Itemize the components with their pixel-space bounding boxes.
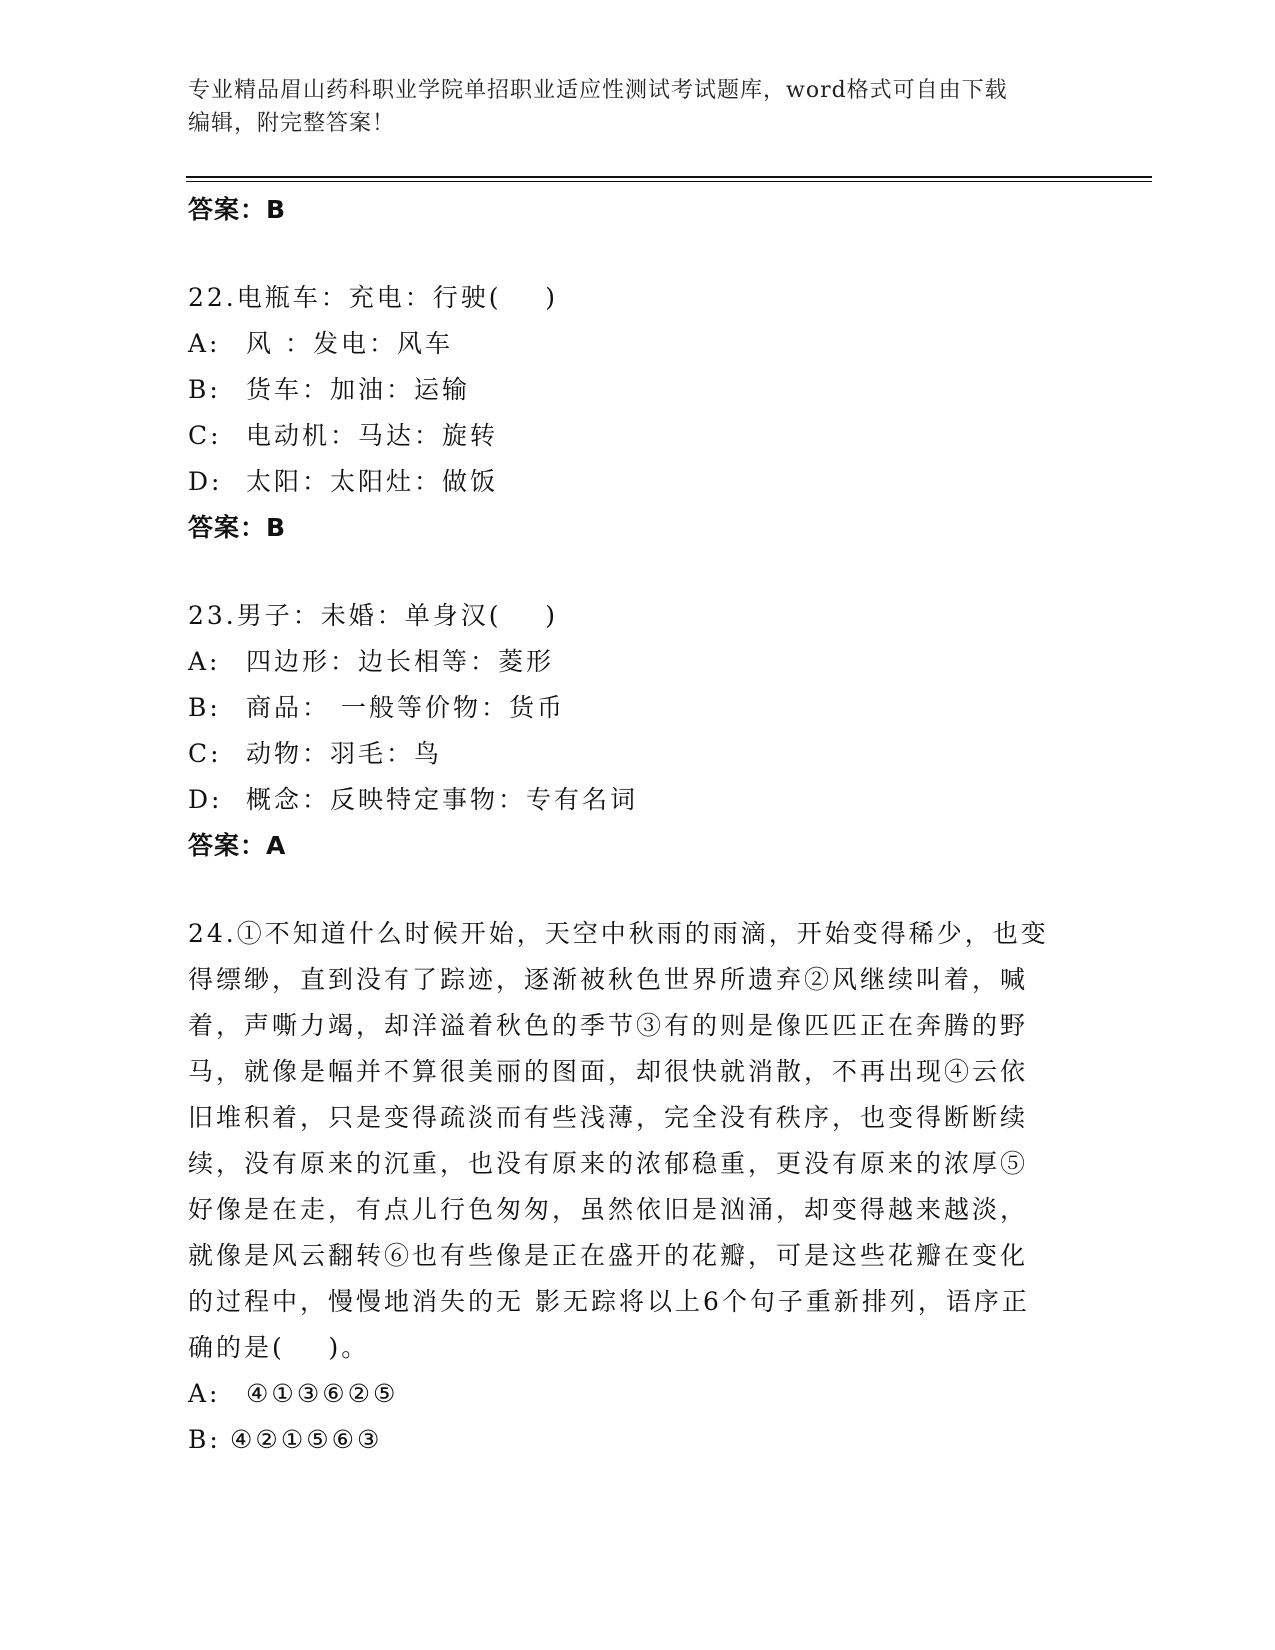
option-text: 货车：加油：运输 [246, 375, 471, 404]
question-23-option-b [188, 685, 1088, 731]
question-23-answer: 答案：A [188, 831, 287, 860]
question-22-option-c [188, 413, 1088, 459]
question-23 [188, 593, 1088, 869]
header-line-2: 编辑，附完整答案！ [188, 111, 396, 136]
option-text: 四边形：边长相等：菱形 [246, 647, 555, 676]
option-letter: C: [188, 421, 222, 450]
option-letter: C: [188, 739, 222, 768]
question-24-stem [188, 911, 1068, 1371]
question-22-option-b [188, 367, 1088, 413]
option-text: 动物：羽毛：鸟 [246, 739, 443, 768]
stem-line: 着，声嘶力竭，却洋溢着秋色的季节③有的则是像匹匹正在奔腾的野 [188, 1011, 1029, 1040]
stem-line: 的过程中，慢慢地消失的无 影无踪将以上6个句子重新排列，语序正 [188, 1287, 1030, 1316]
option-letter: B: [188, 1425, 221, 1454]
option-letter: D: [188, 785, 223, 814]
option-text: ④②①⑤⑥③ [230, 1425, 383, 1454]
question-24-option-b [188, 1417, 1088, 1463]
stem-line: 确的是( )。 [188, 1333, 370, 1362]
content [188, 187, 1088, 1463]
question-22-option-a [188, 321, 1088, 367]
option-letter: B: [188, 375, 221, 404]
stem-line: 旧堆积着，只是变得疏淡而有些浅薄，完全没有秩序，也变得断断续 [188, 1103, 1029, 1132]
stem-line: 好像是在走，有点儿行色匆匆，虽然依旧是汹涌，却变得越来越淡， [188, 1195, 1029, 1224]
question-22-title: 22.电瓶车：充电：行驶( ) [188, 283, 559, 312]
question-23-option-c [188, 731, 1088, 777]
question-22-option-d [188, 459, 1088, 505]
stem-line: 续，没有原来的沉重，也没有原来的浓郁稳重，更没有原来的浓厚⑤ [188, 1149, 1029, 1178]
option-text: 太阳：太阳灶：做饭 [246, 467, 499, 496]
question-24-option-a [188, 1371, 1088, 1417]
stem-line: 24.①不知道什么时候开始，天空中秋雨的雨滴，开始变得稀少，也变 [188, 919, 1049, 948]
option-text: ④①③⑥②⑤ [246, 1379, 399, 1408]
question-24 [188, 911, 1088, 1463]
stem-line: 马，就像是幅并不算很美丽的图面，却很快就消散，不再出现④云依 [188, 1057, 1029, 1086]
question-23-option-a [188, 639, 1088, 685]
question-22-answer: 答案：B [188, 513, 287, 542]
option-text: 电动机：马达：旋转 [246, 421, 499, 450]
option-letter: D: [188, 467, 223, 496]
question-23-option-d [188, 777, 1088, 823]
header-divider-thin [186, 181, 1152, 182]
option-letter: A: [188, 1379, 221, 1408]
header-line-1: 专业精品眉山药科职业学院单招职业适应性测试考试题库，word格式可自由下载 [188, 78, 1008, 103]
stem-line: 就像是风云翻转⑥也有些像是正在盛开的花瓣，可是这些花瓣在变化 [188, 1241, 1029, 1270]
question-22 [188, 275, 1088, 551]
option-letter: A: [188, 329, 221, 358]
option-text: 风 ：发电：风车 [246, 329, 453, 358]
page-header [188, 74, 1088, 140]
question-23-title: 23.男子：未婚：单身汉( ) [188, 601, 559, 630]
answer-previous: 答案：B [188, 195, 287, 224]
option-text: 商品： 一般等价物：货币 [246, 693, 565, 722]
option-letter: A: [188, 647, 221, 676]
option-text: 概念：反映特定事物：专有名词 [246, 785, 639, 814]
stem-line: 得缥缈，直到没有了踪迹，逐渐被秋色世界所遗弃②风继续叫着，喊 [188, 965, 1029, 994]
header-divider-thick [186, 176, 1152, 178]
option-letter: B: [188, 693, 221, 722]
